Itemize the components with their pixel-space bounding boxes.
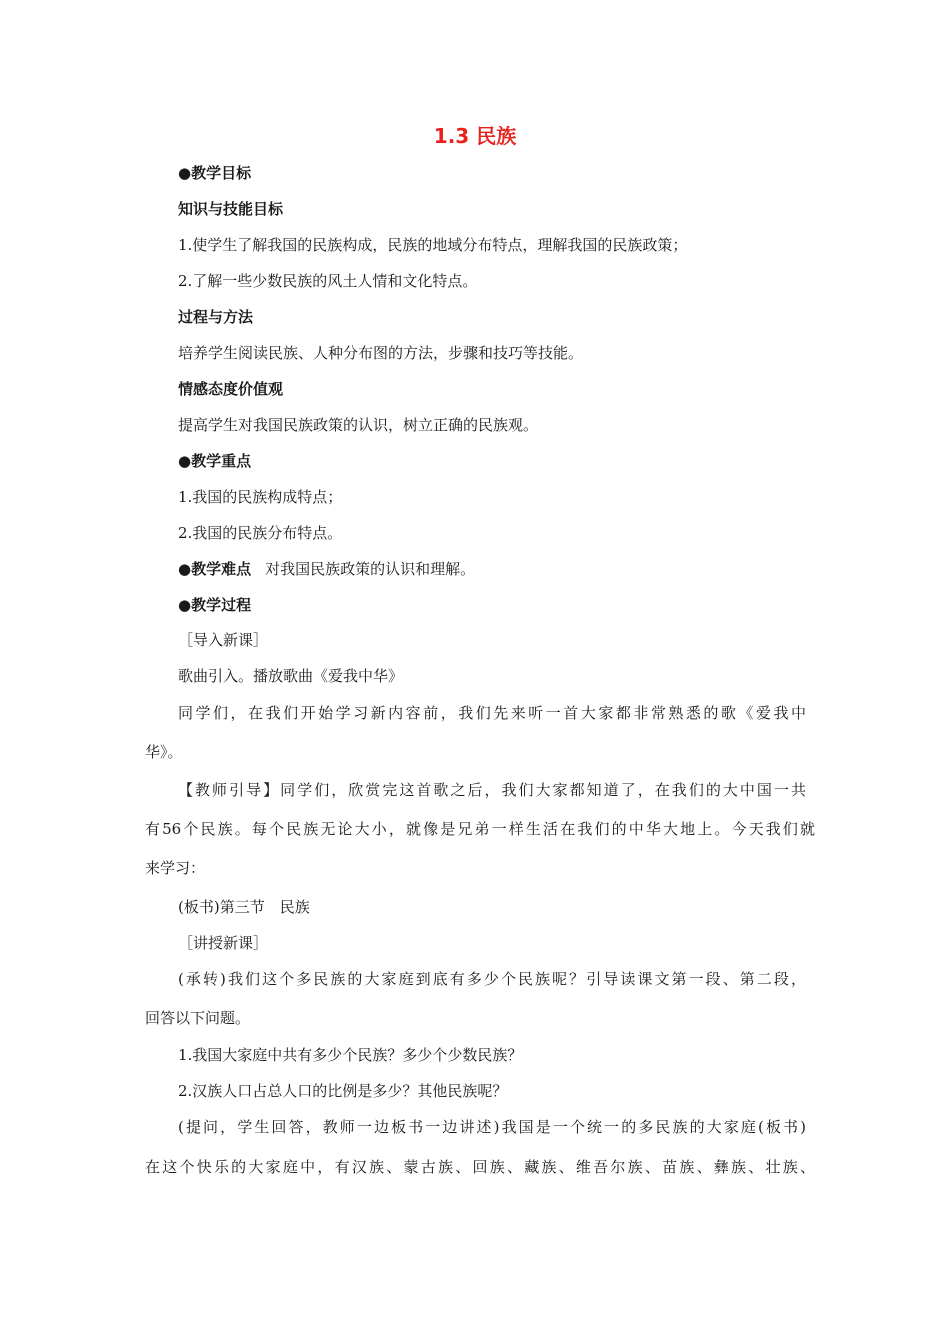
paragraph-line: 1.我国的民族构成特点； <box>178 488 343 506</box>
section-difficulty-row <box>178 558 818 580</box>
paragraph-line: 华》。 <box>145 743 183 761</box>
paragraph-line: 提高学生对我国民族政策的认识，树立正确的民族观。 <box>178 416 539 434</box>
paragraph-line: 1.使学生了解我国的民族构成，民族的地域分布特点，理解我国的民族政策； <box>178 236 688 254</box>
paragraph-line: 【教师引导】同学们，欣赏完这首歌之后，我们大家都知道了，在我们的大中国一共 <box>178 781 806 799</box>
paragraph-line: 同学们，在我们开始学习新内容前，我们先来听一首大家都非常熟悉的歌《爱我中 <box>178 704 806 722</box>
bracket-heading-lecture: ［讲授新课］ <box>178 934 269 952</box>
paragraph-line: 回答以下问题。 <box>145 1009 251 1027</box>
paragraph-line: 1.我国大家庭中共有多少个民族？多少个少数民族？ <box>178 1046 523 1064</box>
paragraph-line: 歌曲引入。播放歌曲《爱我中华》 <box>178 667 404 685</box>
document-title: 1.3 民族 <box>433 124 517 148</box>
section-heading-process: ●教学过程 <box>178 596 252 614</box>
paragraph-line: (提问，学生回答，教师一边板书一边讲述)我国是一个统一的多民族的大家庭(板书) <box>178 1118 806 1136</box>
paragraph-line: 2.了解一些少数民族的风土人情和文化特点。 <box>178 272 478 290</box>
subheading-process-method: 过程与方法 <box>178 308 254 326</box>
paragraph-line: 培养学生阅读民族、人种分布图的方法，步骤和技巧等技能。 <box>178 344 584 362</box>
paragraph-line: 在这个快乐的大家庭中，有汉族、蒙古族、回族、藏族、维吾尔族、苗族、彝族、壮族、 <box>145 1158 815 1176</box>
paragraph-line: 2.我国的民族分布特点。 <box>178 524 343 542</box>
section-heading-difficulty: ●教学难点 <box>178 560 252 578</box>
subheading-attitude-values: 情感态度价值观 <box>178 380 284 398</box>
section-heading-key-points: ●教学重点 <box>178 452 252 470</box>
paragraph-line: (承转)我们这个多民族的大家庭到底有多少个民族呢？引导读课文第一段、第二段， <box>178 970 806 988</box>
difficulty-text: 对我国民族政策的认识和理解。 <box>265 560 476 578</box>
section-heading-objectives: ●教学目标 <box>178 164 252 182</box>
bracket-heading-intro: ［导入新课］ <box>178 631 269 649</box>
paragraph-line: (板书)第三节 民族 <box>178 898 310 916</box>
subheading-knowledge-skills: 知识与技能目标 <box>178 200 284 218</box>
paragraph-line: 有56个民族。每个民族无论大小，就像是兄弟一样生活在我们的中华大地上。今天我们就 <box>145 820 815 838</box>
paragraph-line: 来学习： <box>145 859 206 877</box>
paragraph-line: 2.汉族人口占总人口的比例是多少？其他民族呢？ <box>178 1082 508 1100</box>
